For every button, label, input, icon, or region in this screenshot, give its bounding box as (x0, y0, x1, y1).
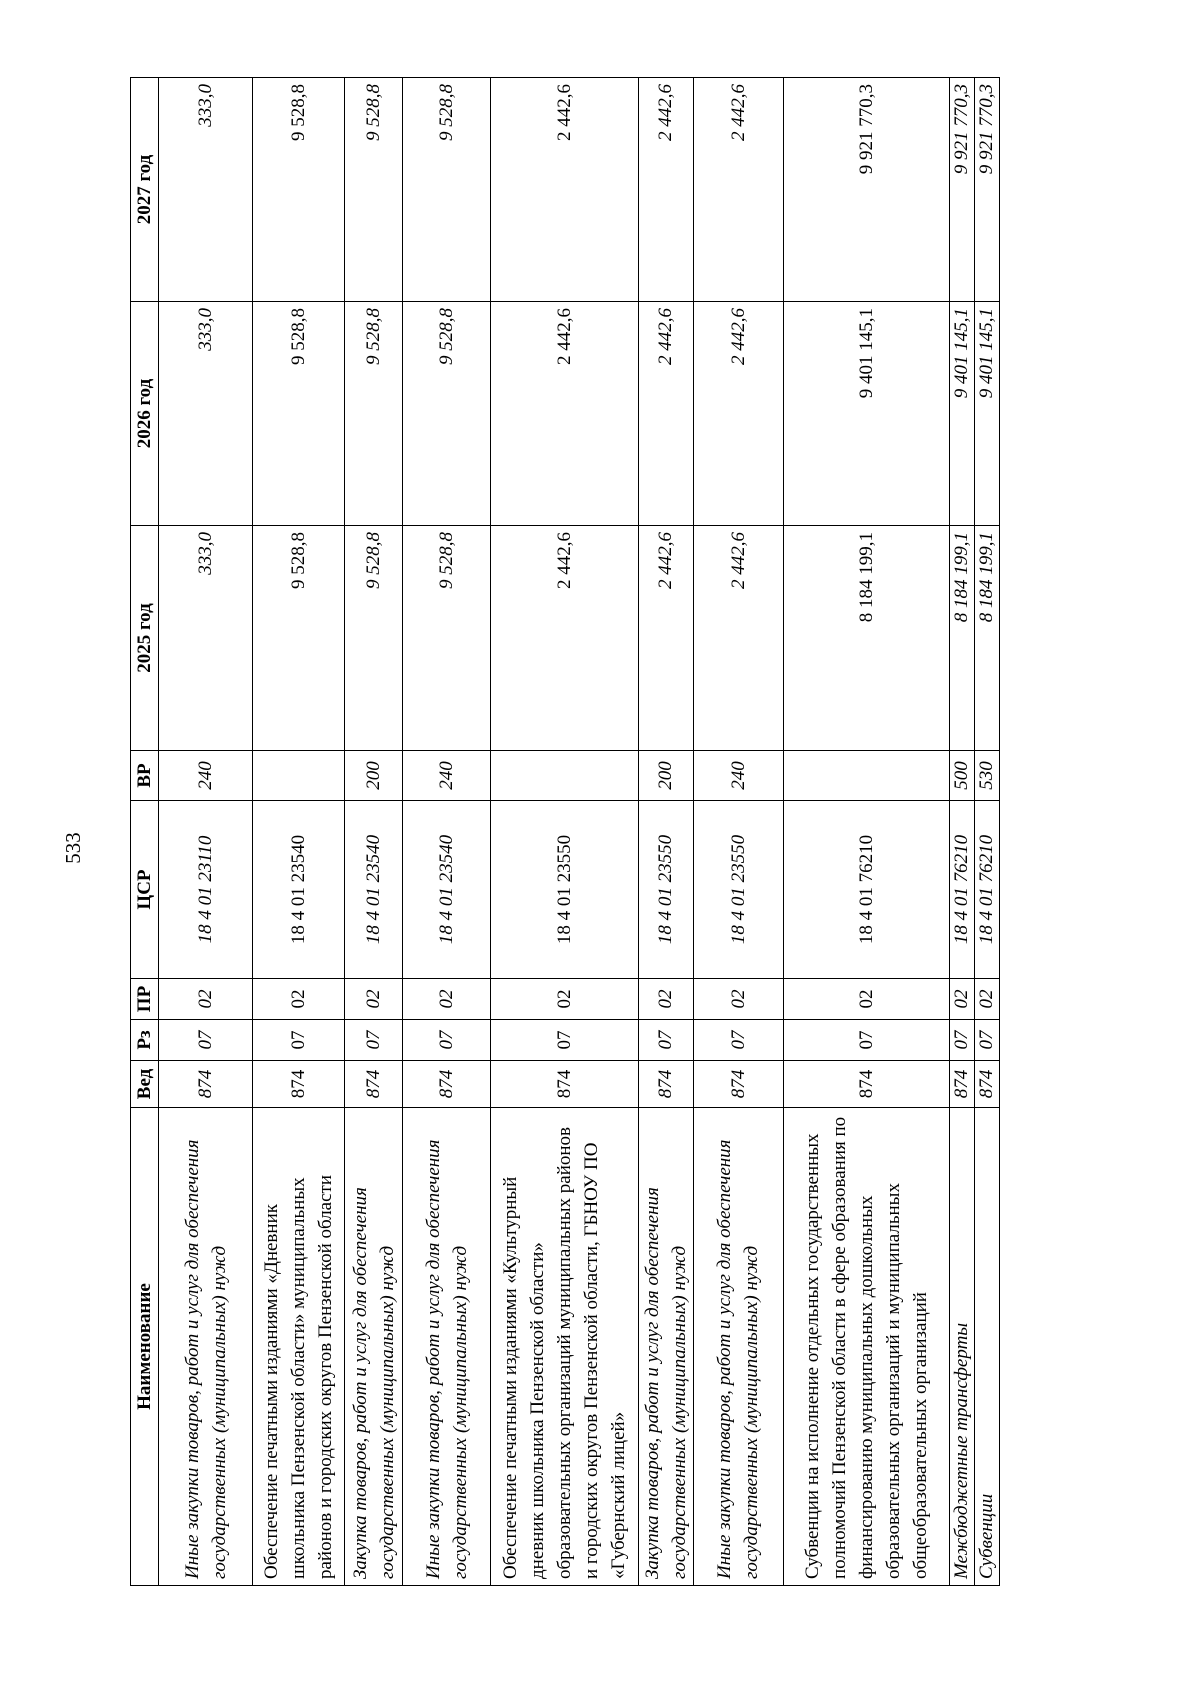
cell-2025: 2 442,6 (693, 526, 783, 751)
cell-2025: 8 184 199,1 (949, 526, 974, 751)
cell-2027: 9 528,8 (345, 78, 403, 302)
cell-2027: 9 921 770,3 (783, 78, 949, 302)
cell-2026: 2 442,6 (693, 302, 783, 526)
cell-name: Иные закупки товаров, работ и услуг для обеспечения государственных (муниципальных) нужд (693, 1108, 783, 1586)
cell-ved: 874 (949, 1061, 974, 1108)
cell-ved: 874 (783, 1061, 949, 1108)
cell-2026: 9 401 145,1 (949, 302, 974, 526)
cell-2025: 8 184 199,1 (783, 526, 949, 751)
table-container (130, 78, 1000, 1586)
header-ved: Вед (131, 1061, 159, 1108)
cell-2025: 333,0 (159, 526, 253, 751)
cell-2027: 9 921 770,3 (974, 78, 999, 302)
page-number: 533 (61, 832, 85, 864)
table-row (491, 78, 638, 1586)
cell-rz: 07 (159, 1020, 253, 1061)
cell-name: Иные закупки товаров, работ и услуг для обеспечения государственных (муниципальных) нужд (159, 1108, 253, 1586)
cell-csr: 18 4 01 23540 (345, 801, 403, 979)
cell-ved: 874 (345, 1061, 403, 1108)
table-row (693, 78, 783, 1586)
cell-name: Обеспечение печатными изданиями «Культурный дневник школьника Пензенской области» образовательных организаций муниципальных районов и городских округов Пензенской области, ГБНОУ ПО «Губернский лицей» (491, 1108, 638, 1586)
table-row (345, 78, 403, 1586)
table-row (253, 78, 345, 1586)
header-csr: ЦСР (131, 801, 159, 979)
cell-2026: 9 401 145,1 (783, 302, 949, 526)
table-row (403, 78, 491, 1586)
cell-rz: 07 (693, 1020, 783, 1061)
cell-ved: 874 (693, 1061, 783, 1108)
table-row (783, 78, 949, 1586)
header-2027: 2027 год (131, 78, 159, 302)
cell-pr: 02 (783, 979, 949, 1020)
cell-2025: 8 184 199,1 (974, 526, 999, 751)
cell-vr: 200 (638, 751, 693, 801)
cell-2026: 9 528,8 (403, 302, 491, 526)
header-pr: ПР (131, 979, 159, 1020)
cell-rz: 07 (638, 1020, 693, 1061)
cell-csr: 18 4 01 76210 (783, 801, 949, 979)
budget-table (130, 77, 1000, 1586)
cell-csr: 18 4 01 23540 (403, 801, 491, 979)
cell-csr: 18 4 01 23550 (693, 801, 783, 979)
cell-vr: 240 (693, 751, 783, 801)
cell-ved: 874 (253, 1061, 345, 1108)
cell-vr: 240 (159, 751, 253, 801)
cell-ved: 874 (638, 1061, 693, 1108)
cell-rz: 07 (491, 1020, 638, 1061)
cell-csr: 18 4 01 76210 (949, 801, 974, 979)
cell-2026: 9 528,8 (345, 302, 403, 526)
cell-name: Субвенции (974, 1108, 999, 1586)
cell-vr: 500 (949, 751, 974, 801)
cell-name: Обеспечение печатными изданиями «Дневник школьника Пензенской области» муниципальных районов и городских округов Пензенской области (253, 1108, 345, 1586)
cell-2026: 333,0 (159, 302, 253, 526)
cell-pr: 02 (693, 979, 783, 1020)
cell-csr: 18 4 01 76210 (974, 801, 999, 979)
cell-pr: 02 (638, 979, 693, 1020)
cell-2025: 9 528,8 (345, 526, 403, 751)
table-row (638, 78, 693, 1586)
cell-name: Иные закупки товаров, работ и услуг для обеспечения государственных (муниципальных) нужд (403, 1108, 491, 1586)
cell-2027: 2 442,6 (638, 78, 693, 302)
cell-rz: 07 (974, 1020, 999, 1061)
cell-rz: 07 (403, 1020, 491, 1061)
cell-name: Закупка товаров, работ и услуг для обеспечения государственных (муниципальных) нужд (638, 1108, 693, 1586)
header-2025: 2025 год (131, 526, 159, 751)
cell-vr (783, 751, 949, 801)
cell-vr: 240 (403, 751, 491, 801)
cell-2026: 2 442,6 (638, 302, 693, 526)
cell-2027: 2 442,6 (693, 78, 783, 302)
table-row (974, 78, 999, 1586)
cell-2025: 9 528,8 (403, 526, 491, 751)
cell-rz: 07 (345, 1020, 403, 1061)
cell-vr: 200 (345, 751, 403, 801)
cell-rz: 07 (253, 1020, 345, 1061)
header-rz: Рз (131, 1020, 159, 1061)
cell-2027: 9 528,8 (253, 78, 345, 302)
cell-vr (253, 751, 345, 801)
cell-2027: 333,0 (159, 78, 253, 302)
cell-pr: 02 (253, 979, 345, 1020)
cell-pr: 02 (345, 979, 403, 1020)
cell-csr: 18 4 01 23550 (491, 801, 638, 979)
cell-pr: 02 (949, 979, 974, 1020)
cell-vr (491, 751, 638, 801)
cell-2027: 2 442,6 (491, 78, 638, 302)
cell-2025: 9 528,8 (253, 526, 345, 751)
table-row (159, 78, 253, 1586)
cell-pr: 02 (403, 979, 491, 1020)
cell-2025: 2 442,6 (638, 526, 693, 751)
cell-2027: 9 921 770,3 (949, 78, 974, 302)
header-vr: ВР (131, 751, 159, 801)
cell-vr: 530 (974, 751, 999, 801)
cell-2026: 2 442,6 (491, 302, 638, 526)
header-name: Наименование (131, 1108, 159, 1586)
table-row (949, 78, 974, 1586)
cell-name: Субвенции на исполнение отдельных государственных полномочий Пензенской области в сфере образования по финансированию муниципальных дошкольных образовательных организаций и муниципальных общеобразовательных организаций (783, 1108, 949, 1586)
header-2026: 2026 год (131, 302, 159, 526)
cell-ved: 874 (491, 1061, 638, 1108)
cell-ved: 874 (403, 1061, 491, 1108)
cell-2026: 9 528,8 (253, 302, 345, 526)
cell-name: Закупка товаров, работ и услуг для обеспечения государственных (муниципальных) нужд (345, 1108, 403, 1586)
cell-csr: 18 4 01 23110 (159, 801, 253, 979)
cell-pr: 02 (974, 979, 999, 1020)
cell-2025: 2 442,6 (491, 526, 638, 751)
cell-csr: 18 4 01 23550 (638, 801, 693, 979)
cell-pr: 02 (159, 979, 253, 1020)
cell-rz: 07 (949, 1020, 974, 1061)
cell-ved: 874 (159, 1061, 253, 1108)
cell-2027: 9 528,8 (403, 78, 491, 302)
header-row (131, 78, 159, 1586)
cell-csr: 18 4 01 23540 (253, 801, 345, 979)
cell-name: Межбюджетные трансферты (949, 1108, 974, 1586)
cell-ved: 874 (974, 1061, 999, 1108)
cell-2026: 9 401 145,1 (974, 302, 999, 526)
cell-pr: 02 (491, 979, 638, 1020)
cell-rz: 07 (783, 1020, 949, 1061)
